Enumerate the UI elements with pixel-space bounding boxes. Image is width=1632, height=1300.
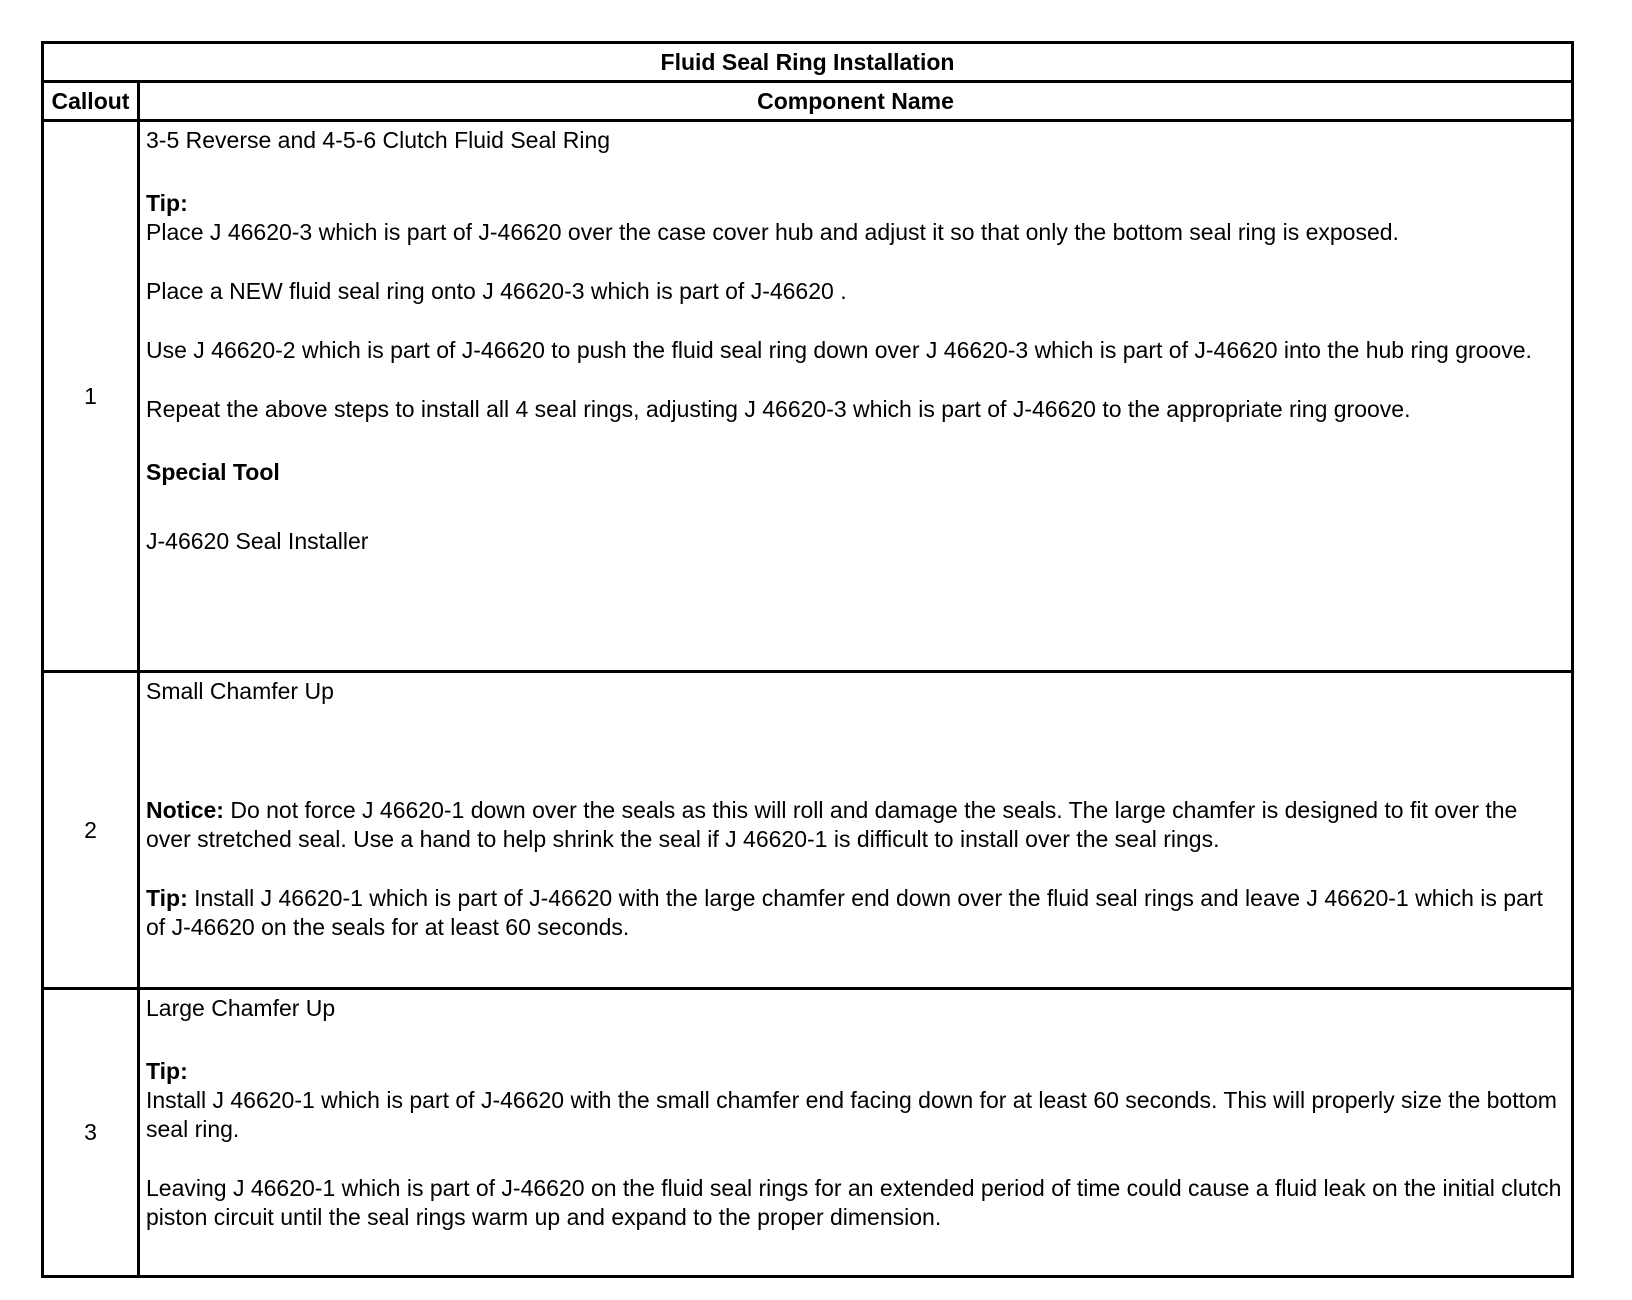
fluid-seal-table: [41, 41, 1574, 1278]
header-row: [43, 82, 1573, 121]
component-cell: [139, 121, 1573, 672]
notice-label: Notice:: [146, 797, 224, 823]
component-cell: [139, 672, 1573, 989]
title-row: [43, 43, 1573, 82]
tip-text: Install J 46620-1 which is part of J-46620 with the large chamfer end down over the fluid seal rings and leave J 46620-1 which is part of J-46620 on the seals for at least 60 seconds.: [146, 885, 1543, 940]
tip-label: Tip:: [146, 1058, 188, 1084]
tip-step: Place J 46620-3 which is part of J-46620 over the case cover hub and adjust it so that only the bottom seal ring is exposed.: [146, 219, 1399, 245]
notice-text: Do not force J 46620-1 down over the seals as this will roll and damage the seals. The large chamfer is designed to fit over the over stretched seal. Use a hand to help shrink the seal if J 46620-1 is difficult to install over the seal rings.: [146, 797, 1518, 852]
table-title: Fluid Seal Ring Installation: [43, 43, 1573, 82]
component-name: Large Chamfer Up: [146, 995, 336, 1021]
callout-number: 2: [43, 672, 139, 989]
callout-number: 1: [43, 121, 139, 672]
tip-step: Place a NEW fluid seal ring onto J 46620-3 which is part of J-46620 .: [146, 278, 847, 304]
component-name: Small Chamfer Up: [146, 678, 334, 704]
callout-header: Callout: [43, 82, 139, 121]
table-row: [43, 989, 1573, 1277]
tip-step: Repeat the above steps to install all 4 seal rings, adjusting J 46620-3 which is part of J-46620 to the appropriate ring groove.: [146, 396, 1411, 422]
special-tool-label: Special Tool: [146, 459, 280, 485]
callout-number: 3: [43, 989, 139, 1277]
notice-paragraph: [146, 796, 1563, 854]
component-name-header: Component Name: [139, 82, 1573, 121]
tip-label: Tip:: [146, 190, 188, 216]
component-name: 3-5 Reverse and 4-5-6 Clutch Fluid Seal Ring: [146, 127, 611, 153]
document-sheet: [41, 41, 1571, 1278]
tip-step: Install J 46620-1 which is part of J-46620 with the small chamfer end facing down for at least 60 seconds. This will properly size the bottom seal ring.: [146, 1087, 1557, 1142]
special-tool-name: J-46620 Seal Installer: [146, 528, 369, 554]
table-row: [43, 121, 1573, 672]
tip-paragraph: [146, 884, 1563, 942]
tip-step: Leaving J 46620-1 which is part of J-46620 on the fluid seal rings for an extended period of time could cause a fluid leak on the initial clutch piston circuit until the seal rings warm up and expand to the proper dimension.: [146, 1175, 1562, 1230]
component-cell: [139, 989, 1573, 1277]
tip-step: Use J 46620-2 which is part of J-46620 to push the fluid seal ring down over J 46620-3 which is part of J-46620 into the hub ring groove.: [146, 337, 1532, 363]
tip-label: Tip:: [146, 885, 188, 911]
table-row: [43, 672, 1573, 989]
